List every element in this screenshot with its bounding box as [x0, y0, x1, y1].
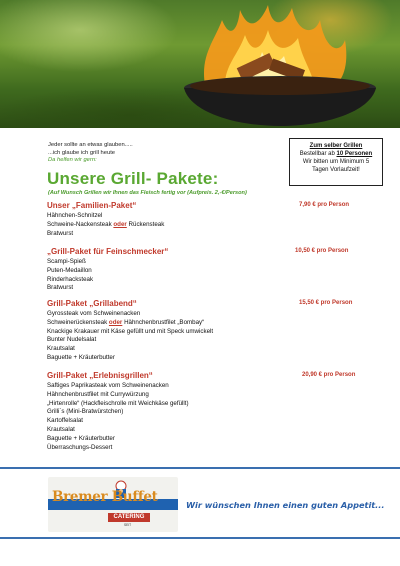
- list-item: Knackige Krakauer mit Käse gefüllt und mit Speck umwickelt: [47, 327, 214, 335]
- list-item: Bratwurst: [47, 229, 74, 237]
- list-item: Krautsalat: [47, 425, 75, 433]
- package-items: [47, 310, 387, 363]
- list-item: Kartoffelsalat: [47, 417, 84, 425]
- intro-line-2: ...ich glaube ich grill heute: [48, 149, 116, 156]
- intro-line-1: Jeder sollte an etwas glauben.....: [48, 142, 133, 148]
- grill-inner: [190, 77, 370, 95]
- package-feinschmecker: [47, 247, 387, 293]
- package-items: [47, 212, 387, 238]
- hero-grill-photo: [0, 0, 400, 128]
- list-item: Bratwurst: [47, 284, 74, 292]
- list-item: Puten-Medaillon: [47, 266, 92, 274]
- package-grillabend: [47, 299, 387, 363]
- info-box-line-3: Tagen Vorlaufzeit!: [312, 167, 360, 173]
- list-item: Baguette + Kräuterbutter: [47, 353, 115, 361]
- subnote: (Auf Wunsch Grillen wir Ihnen das Fleisch fertig vor (Aufpreis. 2,-€/Person): [48, 190, 247, 196]
- package-price: 20,90 € pro Person: [302, 372, 356, 378]
- package-price: 10,50 € pro Person: [295, 248, 349, 254]
- list-item: Baguette + Kräuterbutter: [47, 434, 115, 442]
- slogan: Wir wünschen Ihnen einen guten Appetit...: [186, 500, 385, 510]
- grill-illustration: [0, 0, 400, 128]
- logo-catering-badge: CATERING: [108, 513, 150, 522]
- logo-since: SEIT: [124, 523, 132, 527]
- list-item: Scampi-Spieß: [47, 258, 86, 265]
- package-erlebnisgrillen: [47, 371, 387, 452]
- intro-text: [48, 142, 133, 165]
- list-item: Bunter Nudelsalat: [47, 336, 97, 344]
- info-box-line-1: [290, 150, 382, 158]
- intro-line-3: Da helfen wir gern:: [48, 157, 97, 164]
- info-prefix: Bestellbar ab: [299, 151, 337, 157]
- list-item: Rinderhacksteak: [47, 275, 94, 283]
- list-item: Grilli´s (Mini-Bratwürstchen): [47, 408, 124, 416]
- info-box-line-2: Wir bitten um Minimum 5: [302, 159, 370, 165]
- package-familien: [47, 201, 387, 238]
- logo-wordmark: Bremer Buffet: [52, 489, 158, 505]
- package-items: [47, 382, 387, 452]
- package-price: 15,50 € pro Person: [299, 300, 353, 306]
- list-item: Saftiges Paprikasteak vom Schweinenacken: [47, 382, 169, 389]
- info-min-persons: 10 Personen: [336, 151, 373, 157]
- package-title: Unser „Familien-Paket“: [47, 201, 137, 210]
- package-price: 7,90 € pro Person: [299, 202, 350, 208]
- divider-top: [0, 467, 400, 469]
- divider-bottom: [0, 537, 400, 539]
- package-title: „Grill-Paket für Feinschmecker“: [47, 247, 169, 256]
- bremer-buffet-logo: [48, 477, 178, 532]
- package-title: Grill-Paket „Grillabend“: [47, 299, 137, 308]
- list-item: Überraschungs-Dessert: [47, 443, 113, 451]
- package-items: [47, 258, 387, 293]
- info-box-title: Zum selber Grillen: [309, 143, 363, 149]
- list-item: Krautsalat: [47, 345, 75, 353]
- package-title: Grill-Paket „Erlebnisgrillen“: [47, 371, 153, 380]
- list-item: Gyrossteak vom Schweinenacken: [47, 310, 141, 317]
- list-item: „Hirtenrolle“ (Hackfleischrolle mit Weichkäse gefüllt): [47, 399, 189, 407]
- list-item: Hähnchen-Schnitzel: [47, 212, 103, 219]
- list-item: Hähnchenbrustfilet mit Currywürzung: [47, 390, 149, 398]
- or-word: oder: [108, 318, 123, 326]
- page-title: Unsere Grill- Pakete:: [47, 169, 219, 188]
- or-word: oder: [113, 220, 127, 228]
- list-item: Schweinerückensteak oder Hähnchenbrustfilet „Bombay“: [47, 318, 205, 326]
- info-box: [289, 138, 383, 186]
- list-item: Schweine-Nackensteak oder Rückensteak: [47, 220, 165, 228]
